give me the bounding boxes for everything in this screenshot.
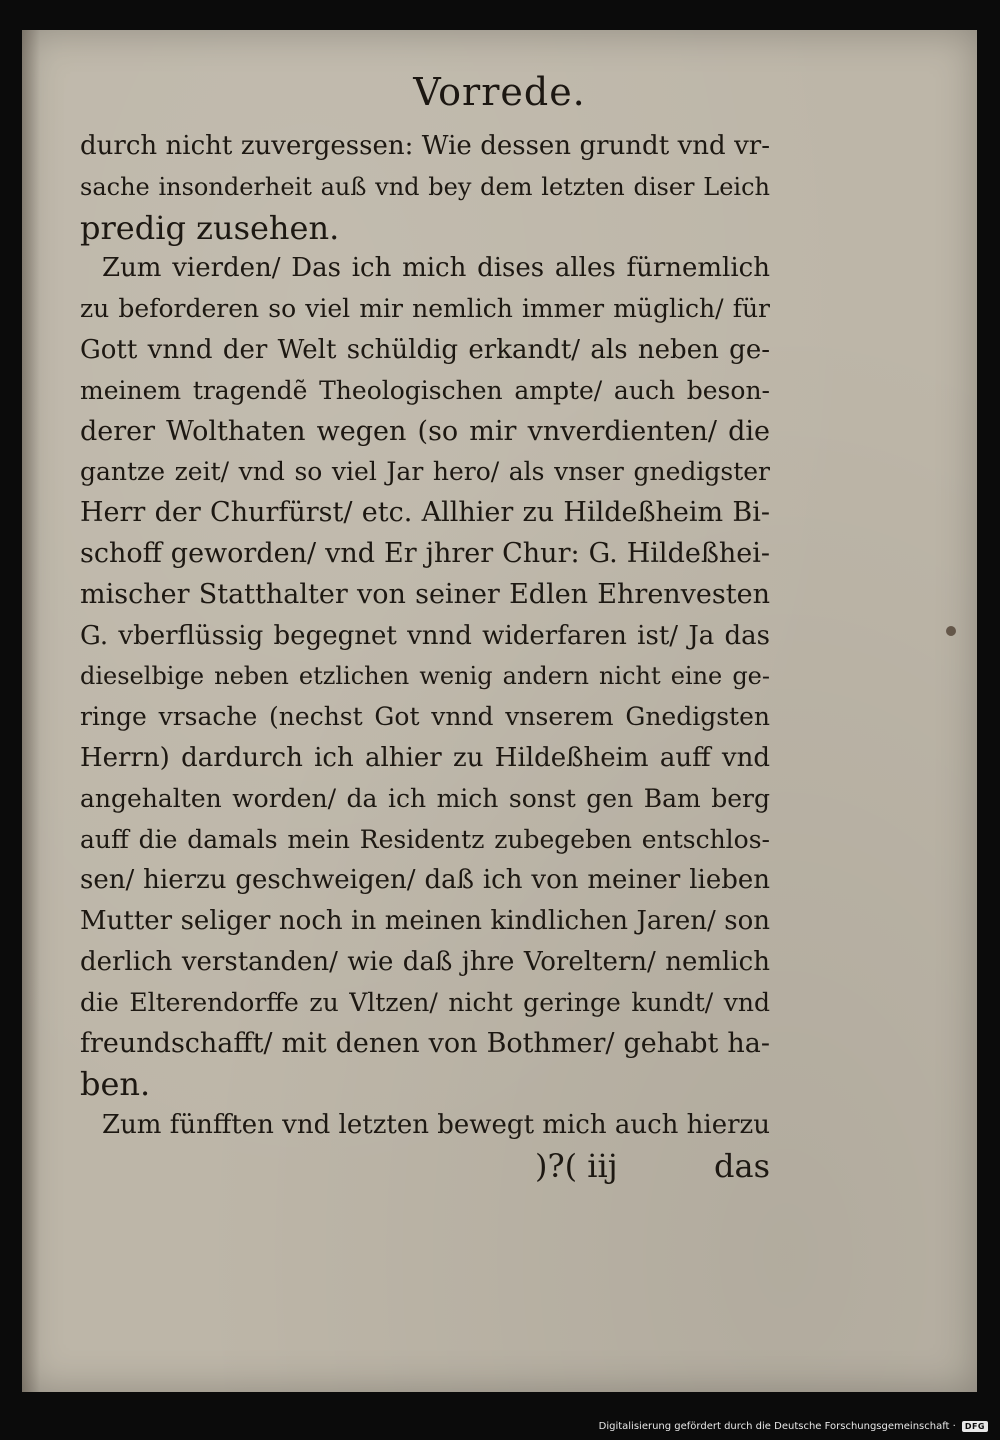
text-line: auff die damals mein Residentz zubegeben entschlos- xyxy=(80,824,770,854)
text-line: schoff geworden/ vnd Er jhrer Chur: G. Hildeßhei- xyxy=(80,537,770,569)
digitization-footer xyxy=(599,1418,988,1434)
text-line: durch nicht zuvergessen: Wie dessen grundt vnd vr- xyxy=(80,131,770,161)
catchword: das xyxy=(714,1147,770,1185)
text-line: G. vberflüssig begegnet vnnd widerfaren ist/ Ja das xyxy=(80,620,770,651)
text-line: zu beforderen so viel mir nemlich immer müglich/ für xyxy=(80,294,770,324)
dfg-logo-icon: DFG xyxy=(962,1421,988,1432)
text-line: Zum vierden/ Das ich mich dises alles fürnemlich xyxy=(102,253,770,284)
ink-fleck xyxy=(946,626,956,636)
text-line: dieselbige neben etzlichen wenig andern nicht eine ge- xyxy=(80,662,770,691)
text-line: Mutter seliger noch in meinen kindlichen Jaren/ son xyxy=(80,906,770,937)
text-line: mischer Statthalter von seiner Edlen Ehrenvesten xyxy=(80,578,770,610)
text-line: sache insonderheit auß vnd bey dem letzten diser Leich xyxy=(80,172,770,201)
text-line: derer Wolthaten wegen (so mir vnverdienten/ die xyxy=(80,415,770,447)
page-gutter-shadow xyxy=(22,30,40,1392)
text-line: gantze zeit/ vnd so viel Jar hero/ als vnser gnedigster xyxy=(80,457,770,487)
text-line: freundschafft/ mit denen von Bothmer/ gehabt ha- xyxy=(80,1027,770,1059)
text-line: Zum fünfften vnd letzten bewegt mich auch hierzu xyxy=(102,1110,770,1141)
catchline xyxy=(80,1146,770,1187)
book-page xyxy=(22,30,977,1392)
text-line: ben. xyxy=(80,1065,151,1104)
text-line: meinem tragendẽ Theologischen ampte/ auch beson- xyxy=(80,375,770,405)
footer-credit: Digitalisierung gefördert durch die Deutsche Forschungsgemeinschaft · xyxy=(598,1420,956,1432)
text-line: ringe vrsache (nechst Got vnnd vnserem Gnedigsten xyxy=(80,702,770,732)
text-line: sen/ hierzu geschweigen/ daß ich von meiner lieben xyxy=(80,865,770,896)
text-line: Gott vnnd der Welt schüldig erkandt/ als neben ge- xyxy=(80,334,770,365)
text-line: angehalten worden/ da ich mich sonst gen Bam berg xyxy=(80,783,770,813)
running-head: Vorrede. xyxy=(413,70,586,114)
text-line: Herr der Churfürst/ etc. Allhier zu Hildeßheim Bi- xyxy=(80,497,770,529)
text-line: predig zusehen. xyxy=(80,208,340,247)
text-line: die Elterendorffe zu Vltzen/ nicht geringe kundt/ vnd xyxy=(80,987,770,1017)
signature-mark: )?( iij xyxy=(535,1147,618,1185)
text-line: derlich verstanden/ wie daß jhre Voreltern/ nemlich xyxy=(80,946,770,977)
body-text xyxy=(80,126,770,1146)
text-line: Herrn) dardurch ich alhier zu Hildeßheim auff vnd xyxy=(80,742,770,773)
